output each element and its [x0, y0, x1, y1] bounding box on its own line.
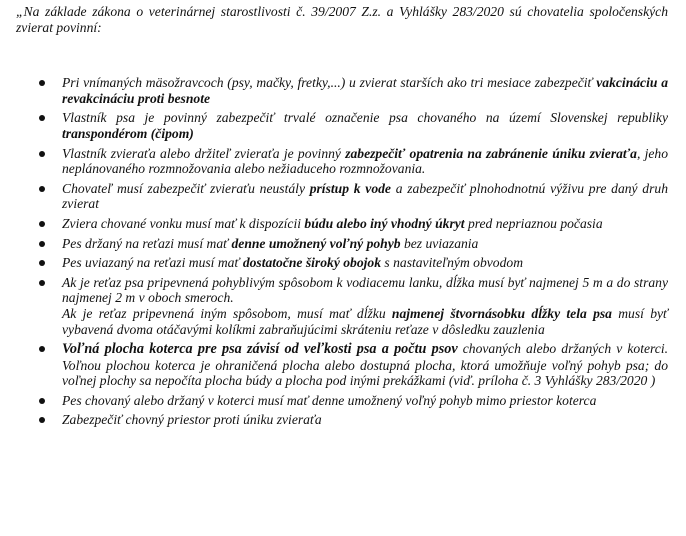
- list-item: [16, 275, 668, 337]
- list-item: [16, 75, 668, 106]
- item-emphasis: transpondérom (čipom): [62, 125, 194, 141]
- obligations-list: [16, 75, 668, 428]
- list-item: [16, 110, 668, 141]
- item-emphasis: Voľná plocha koterca pre psa závisí od veľkosti psa a počtu psov: [62, 341, 458, 358]
- item-text: a zabezpečiť plnohodnotnú výživu pre daný druh zvierat: [62, 180, 668, 212]
- item-emphasis: zabezpečiť opatrenia na zabránenie úniku zvieraťa: [345, 145, 637, 161]
- item-text: Zviera chované vonku musí mať k dispozícii: [62, 215, 305, 231]
- item-text: , jeho neplánovaného rozmnožovania alebo nežiaduceho rozmnožovania.: [62, 145, 669, 177]
- list-item: [16, 255, 668, 271]
- item-text: Pes uviazaný na reťazi musí mať: [62, 255, 243, 271]
- list-item: [16, 216, 668, 232]
- item-emphasis: najmenej štvornásobku dĺžky tela psa: [391, 305, 612, 321]
- item-text: pred nepriaznou počasia: [464, 215, 603, 231]
- item-text: Ak je reťaz psa pripevnená pohyblivým spôsobom k vodiacemu lanku, dĺžka musí byť najmenej 5 m a do strany najmenej 2 m v oboch smeroch.: [62, 274, 668, 306]
- item-text: Chovateľ musí zabezpečiť zvieraťu neustály: [62, 180, 310, 196]
- item-text: bez uviazania: [400, 235, 479, 251]
- item-text: Zabezpečiť chovný priestor proti úniku zvieraťa: [62, 412, 322, 428]
- list-item: [16, 341, 668, 389]
- list-item: [16, 412, 668, 428]
- item-text: musí byť vybavená dvoma otáčavými kolíkmi zabraňujúcimi skráteniu reťaze v dôsledku zauzlenia: [62, 305, 668, 337]
- item-text: Pri vnímaných mäsožravcoch (psy, mačky, fretky,...) u zvierat starších ako tri mesiace zabezpečiť: [62, 75, 597, 91]
- list-item: [16, 146, 668, 177]
- item-text: chovaných alebo držaných v koterci. Voľnou plochou koterca je ohraničená plocha alebo dostupná plocha, ktorá umožňuje voľný pohyb psa; do voľnej plochy sa nepočíta plocha búdy a plocha pod inými prekážkami (viď. príloha č. 3 Vyhlášky 283/2020 ): [62, 341, 668, 389]
- list-item: [16, 393, 668, 409]
- item-text: Pes držaný na reťazi musí mať: [62, 235, 232, 251]
- item-emphasis: denne umožnený voľný pohyb: [231, 235, 401, 251]
- item-text: s nastaviteľným obvodom: [381, 255, 524, 271]
- list-item: [16, 236, 668, 252]
- intro-paragraph: „Na základe zákona o veterinárnej starostlivosti č. 39/2007 Z.z. a Vyhlášky 283/2020 sú chovatelia spoločenských zvierat povinní:: [16, 4, 668, 35]
- list-item: [16, 181, 668, 212]
- item-emphasis: búdu alebo iný vhodný úkryt: [304, 215, 465, 231]
- item-text: Ak je reťaz pripevnená iným spôsobom, musí mať dĺžku: [62, 305, 392, 321]
- item-text: Vlastník zvieraťa alebo držiteľ zvieraťa je povinný: [62, 145, 346, 161]
- item-emphasis: dostatočne široký obojok: [242, 255, 382, 271]
- item-emphasis: vakcináciu a revakcináciu proti besnote: [62, 75, 668, 106]
- item-text: Pes chovaný alebo držaný v koterci musí mať denne umožnený voľný pohyb mimo priestor koterca: [62, 392, 597, 408]
- item-emphasis: prístup k vode: [309, 180, 391, 196]
- item-text: Vlastník psa je povinný zabezpečiť trvalé označenie psa chovaného na území Slovenskej republiky: [62, 110, 668, 126]
